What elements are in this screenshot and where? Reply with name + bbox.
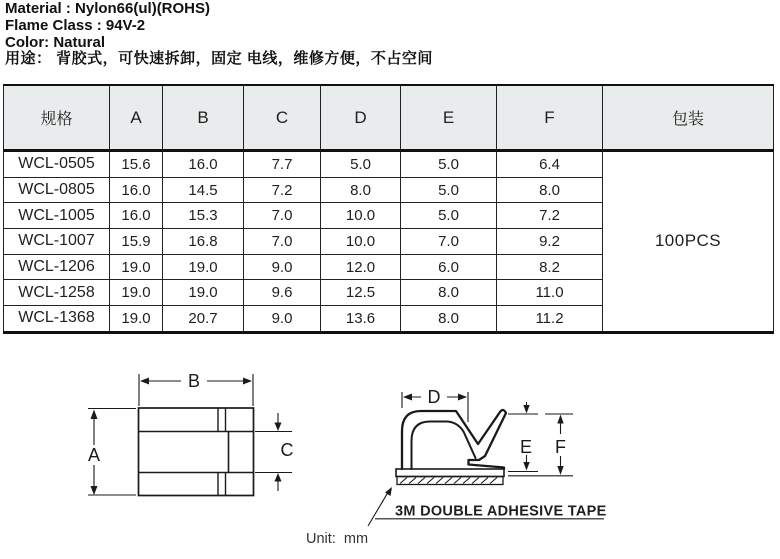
arrowhead-icon bbox=[557, 466, 563, 475]
value-cell: 7.0 bbox=[401, 229, 497, 255]
dim-label-b: B bbox=[187, 371, 201, 391]
arrowhead-icon bbox=[557, 415, 563, 424]
value-cell: 19.0 bbox=[163, 254, 244, 280]
arrowhead-icon bbox=[523, 462, 529, 471]
value-cell: 12.0 bbox=[321, 254, 401, 280]
value-cell: 5.0 bbox=[401, 177, 497, 203]
arrowhead-icon bbox=[243, 378, 252, 385]
flame-class-line: Flame Class : 94V-2 bbox=[5, 16, 146, 34]
value-cell: 9.2 bbox=[497, 229, 603, 255]
value-cell: 9.0 bbox=[244, 254, 321, 280]
usage-line: 用途： 背胶式，可快速拆卸，固定 电线，维修方便，不占空间 bbox=[5, 50, 433, 68]
value-cell: 7.0 bbox=[244, 229, 321, 255]
spec-cell: WCL-0805 bbox=[4, 177, 110, 203]
value-cell: 16.0 bbox=[163, 151, 244, 178]
value-cell: 11.2 bbox=[497, 306, 603, 333]
col-header-b: B bbox=[163, 85, 244, 151]
side-view-diagram bbox=[360, 380, 635, 540]
value-cell: 14.5 bbox=[163, 177, 244, 203]
value-cell: 19.0 bbox=[110, 280, 163, 306]
arrowhead-icon bbox=[275, 473, 282, 482]
value-cell: 15.3 bbox=[163, 203, 244, 229]
value-cell: 8.0 bbox=[321, 177, 401, 203]
spec-cell: WCL-1206 bbox=[4, 254, 110, 280]
col-header-e: E bbox=[401, 85, 497, 151]
value-cell: 8.2 bbox=[497, 254, 603, 280]
clamp-base bbox=[396, 469, 504, 477]
dim-label-d: D bbox=[427, 387, 441, 407]
value-cell: 20.7 bbox=[163, 306, 244, 333]
value-cell: 6.4 bbox=[497, 151, 603, 178]
col-header-spec: 规格 bbox=[4, 85, 110, 151]
value-cell: 19.0 bbox=[110, 306, 163, 333]
packing-cell: 100PCS bbox=[603, 151, 774, 333]
value-cell: 16.8 bbox=[163, 229, 244, 255]
spec-cell: WCL-1005 bbox=[4, 203, 110, 229]
clamp-top-outline bbox=[139, 408, 254, 496]
value-cell: 8.0 bbox=[497, 177, 603, 203]
color-line: Color: Natural bbox=[5, 33, 106, 51]
spec-cell: WCL-1258 bbox=[4, 280, 110, 306]
unit-label: Unit: mm bbox=[306, 531, 369, 547]
value-cell: 9.0 bbox=[244, 306, 321, 333]
value-cell: 10.0 bbox=[321, 229, 401, 255]
value-cell: 7.2 bbox=[244, 177, 321, 203]
spec-table bbox=[3, 84, 774, 334]
col-header-d: D bbox=[321, 85, 401, 151]
value-cell: 19.0 bbox=[110, 254, 163, 280]
arrowhead-icon bbox=[140, 378, 149, 385]
table-row bbox=[4, 151, 774, 178]
value-cell: 11.0 bbox=[497, 280, 603, 306]
value-cell: 8.0 bbox=[401, 280, 497, 306]
dim-label-e: E bbox=[519, 437, 533, 457]
value-cell: 13.6 bbox=[321, 306, 401, 333]
spec-cell: WCL-1368 bbox=[4, 306, 110, 333]
value-cell: 15.9 bbox=[110, 229, 163, 255]
value-cell: 5.0 bbox=[401, 203, 497, 229]
arrowhead-icon bbox=[91, 486, 98, 495]
spec-cell: WCL-0505 bbox=[4, 151, 110, 178]
value-cell: 9.6 bbox=[244, 280, 321, 306]
dim-label-a: A bbox=[87, 445, 101, 465]
value-cell: 15.6 bbox=[110, 151, 163, 178]
tape-label: 3M DOUBLE ADHESIVE TAPE bbox=[395, 503, 607, 520]
value-cell: 12.5 bbox=[321, 280, 401, 306]
value-cell: 7.0 bbox=[244, 203, 321, 229]
material-line: Material : Nylon66(ul)(ROHS) bbox=[5, 0, 211, 17]
arrowhead-icon bbox=[523, 405, 529, 414]
col-header-a: A bbox=[110, 85, 163, 151]
spec-cell: WCL-1007 bbox=[4, 229, 110, 255]
dim-label-c: C bbox=[280, 440, 294, 460]
arrowhead-icon bbox=[403, 394, 412, 401]
value-cell: 6.0 bbox=[401, 254, 497, 280]
col-header-c: C bbox=[244, 85, 321, 151]
table-header-row bbox=[4, 85, 774, 151]
col-header-packing: 包装 bbox=[603, 85, 774, 151]
value-cell: 10.0 bbox=[321, 203, 401, 229]
arrowhead-icon bbox=[91, 410, 98, 420]
top-view-diagram bbox=[60, 365, 310, 510]
dim-label-f: F bbox=[555, 437, 566, 457]
arrowhead-icon bbox=[275, 423, 282, 432]
value-cell: 16.0 bbox=[110, 203, 163, 229]
value-cell: 19.0 bbox=[163, 280, 244, 306]
value-cell: 8.0 bbox=[401, 306, 497, 333]
clamp-inner-curve bbox=[412, 422, 476, 470]
value-cell: 5.0 bbox=[401, 151, 497, 178]
value-cell: 5.0 bbox=[321, 151, 401, 178]
arrowhead-icon bbox=[458, 394, 467, 401]
col-header-f: F bbox=[497, 85, 603, 151]
value-cell: 7.2 bbox=[497, 203, 603, 229]
value-cell: 16.0 bbox=[110, 177, 163, 203]
value-cell: 7.7 bbox=[244, 151, 321, 178]
adhesive-tape bbox=[397, 477, 503, 485]
clamp-side-outline bbox=[402, 410, 506, 469]
product-info-block bbox=[5, 1, 433, 68]
